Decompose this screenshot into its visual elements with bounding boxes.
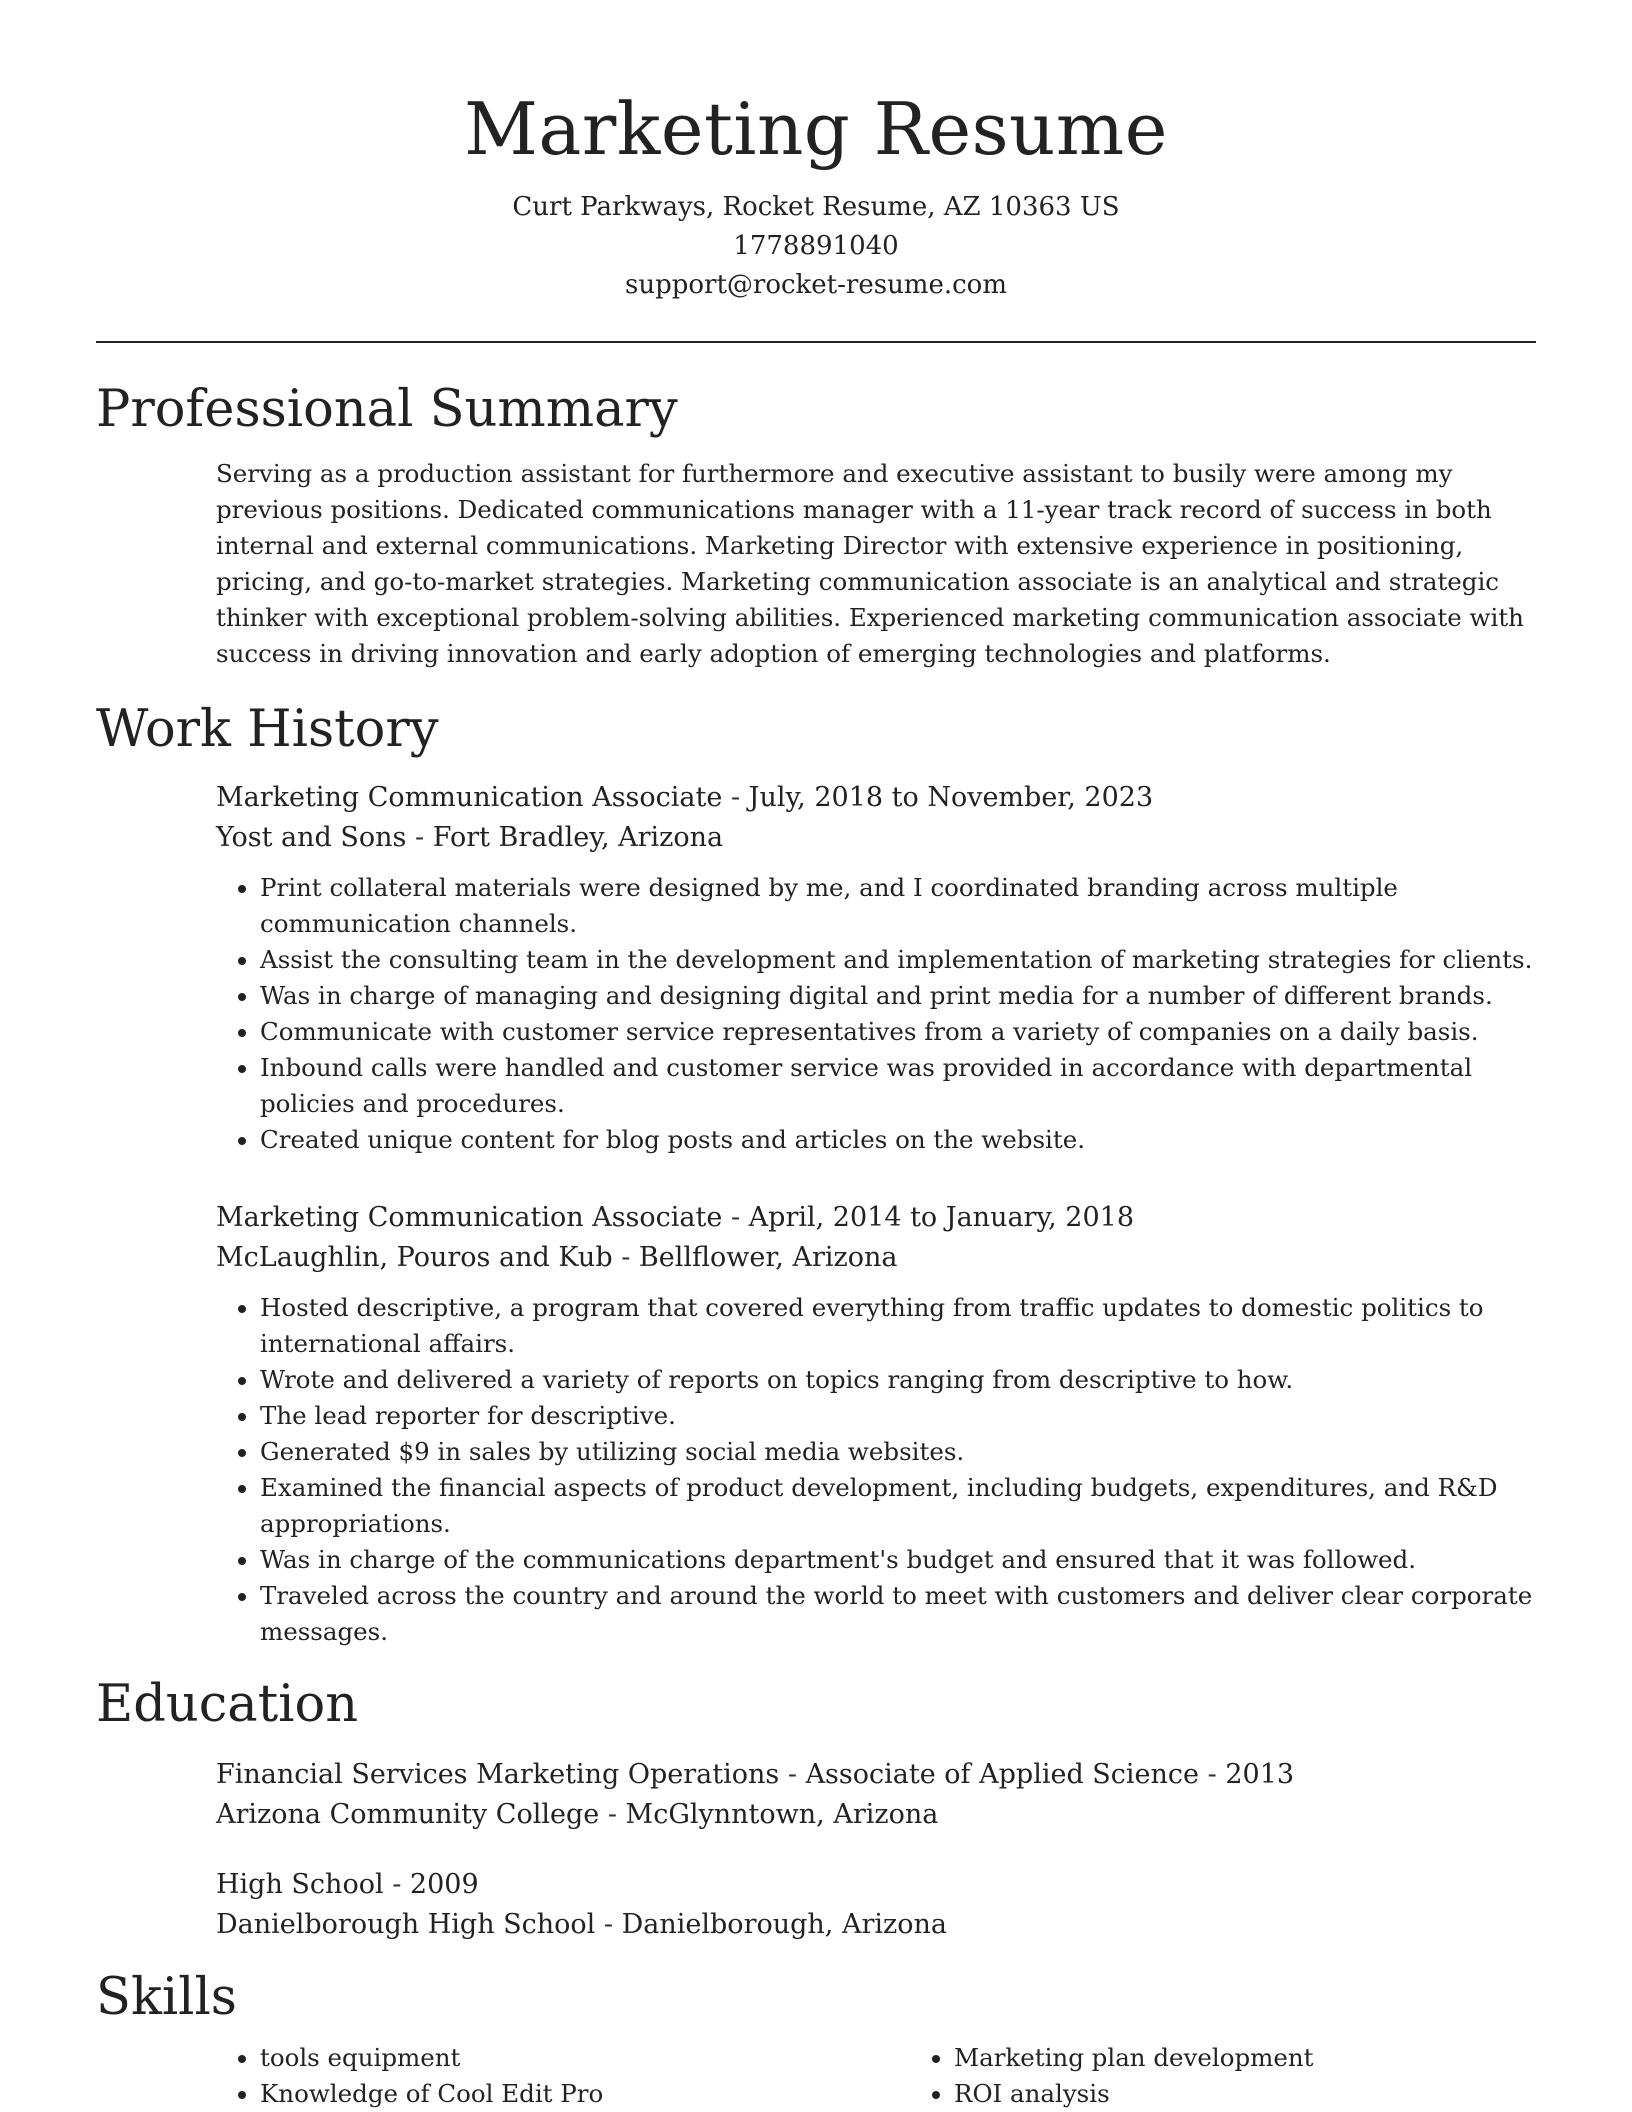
job-bullet: • Examined the financial aspects of product development, including budgets, expenditures, and R&D appropriations.	[260, 1470, 1536, 1542]
job-bullet: • Traveled across the country and around the world to meet with customers and deliver clear corporate messages.	[260, 1578, 1536, 1650]
education-year: 2013	[1225, 1759, 1295, 1790]
job-company-line	[216, 1238, 1536, 1278]
work-content	[216, 778, 1536, 1650]
job-bullet: • The lead reporter for descriptive.	[260, 1398, 1536, 1434]
skills-list-left	[216, 2040, 910, 2112]
work-section	[96, 698, 1536, 1650]
skill-item: • Knowledge of Cool Edit Pro	[260, 2076, 910, 2112]
separator: -	[787, 1759, 797, 1790]
resume-header	[0, 0, 1632, 305]
job-title-line	[216, 778, 1536, 818]
summary-text: Serving as a production assistant for furthermore and executive assistant to busily were among my previous positions. Dedicated communications manager with a 11-year track record of success in both internal and external communications. Marketing Director with extensive experience in positioning, pricing, and go-to-market strategies. Marketing communication associate is an analytical and strategic thinker with exceptional problem-solving abilities. Experienced marketing communication associate with success in driving innovation and early adoption of emerging technologies and platforms.	[216, 459, 1524, 668]
education-year: 2009	[409, 1869, 479, 1900]
education-school: Danielborough High School	[216, 1909, 596, 1940]
education-school-line	[216, 1795, 1536, 1835]
education-entry	[216, 1755, 1536, 1835]
contact-block	[0, 188, 1632, 305]
job-role: Marketing Communication Associate	[216, 782, 723, 813]
education-school: Arizona Community College	[216, 1799, 600, 1830]
education-degree-line	[216, 1755, 1536, 1795]
job-bullet: • Assist the consulting team in the development and implementation of marketing strategies for clients.	[260, 942, 1536, 978]
education-program: High School	[216, 1869, 384, 1900]
separator: -	[392, 1869, 402, 1900]
contact-email: support@rocket-resume.com	[624, 270, 1007, 300]
job-bullet: • Was in charge of the communications department's budget and ensured that it was followed.	[260, 1542, 1536, 1578]
education-school-line	[216, 1905, 1536, 1945]
education-location: McGlynntown, Arizona	[625, 1799, 939, 1830]
job-bullet: • Inbound calls were handled and customer service was provided in accordance with departmental policies and procedures.	[260, 1050, 1536, 1122]
summary-section	[96, 378, 1536, 672]
skills-heading: Skills	[96, 1968, 237, 2027]
header-divider	[96, 341, 1536, 343]
separator: -	[1207, 1759, 1217, 1790]
separator: -	[414, 822, 425, 853]
contact-address: Curt Parkways, Rocket Resume, AZ 10363 US	[512, 192, 1120, 222]
education-degree-line	[216, 1865, 1536, 1905]
education-content	[216, 1755, 1536, 1945]
job-location: Bellflower, Arizona	[638, 1242, 898, 1273]
education-section	[96, 1673, 1536, 1945]
job-title-line	[216, 1198, 1536, 1238]
separator: -	[603, 1909, 614, 1940]
education-degree: Associate of Applied Science	[805, 1759, 1200, 1790]
skill-item: • tools equipment	[260, 2040, 910, 2076]
job-dates: April, 2014 to January, 2018	[748, 1202, 1135, 1233]
skills-section	[96, 1966, 1536, 2112]
separator: -	[730, 782, 741, 813]
summary-heading: Professional Summary	[96, 380, 678, 439]
job-bullet: • Generated $9 in sales by utilizing social media websites.	[260, 1434, 1536, 1470]
summary-content	[216, 456, 1536, 672]
job-bullet: • Created unique content for blog posts and articles on the website.	[260, 1122, 1536, 1158]
separator: -	[607, 1799, 617, 1830]
job-bullet: • Print collateral materials were designed by me, and I coordinated branding across multiple communication channels.	[260, 870, 1536, 942]
job-bullet: • Communicate with customer service representatives from a variety of companies on a daily basis.	[260, 1014, 1536, 1050]
work-heading: Work History	[96, 700, 439, 759]
skill-item: • ROI analysis	[954, 2076, 1536, 2112]
resume-title: Marketing Resume	[464, 87, 1168, 171]
education-heading: Education	[96, 1675, 359, 1734]
job-bullet: • Hosted descriptive, a program that covered everything from traffic updates to domestic politics to international affairs.	[260, 1290, 1536, 1362]
contact-phone: 1778891040	[733, 231, 899, 261]
separator: -	[730, 1202, 741, 1233]
job-bullet: • Was in charge of managing and designing digital and print media for a number of different brands.	[260, 978, 1536, 1014]
skills-columns	[216, 2040, 1536, 2112]
job-location: Fort Bradley, Arizona	[432, 822, 724, 853]
job-dates: July, 2018 to November, 2023	[748, 782, 1154, 813]
education-entry	[216, 1865, 1536, 1945]
skills-list-right	[910, 2040, 1536, 2112]
job-company: McLaughlin, Pouros and Kub	[216, 1242, 613, 1273]
education-program: Financial Services Marketing Operations	[216, 1759, 780, 1790]
separator: -	[621, 1242, 631, 1273]
job-bullets	[216, 1290, 1536, 1650]
job-bullet: • Wrote and delivered a variety of reports on topics ranging from descriptive to how.	[260, 1362, 1536, 1398]
job-bullets	[216, 870, 1536, 1158]
job-company-line	[216, 818, 1536, 858]
job-company: Yost and Sons	[216, 822, 407, 853]
job-entry	[216, 778, 1536, 1158]
job-role: Marketing Communication Associate	[216, 1202, 723, 1233]
skill-item: • Marketing plan development	[954, 2040, 1536, 2076]
skills-content	[216, 2040, 1536, 2112]
education-location: Danielborough, Arizona	[621, 1909, 947, 1940]
job-entry	[216, 1198, 1536, 1650]
